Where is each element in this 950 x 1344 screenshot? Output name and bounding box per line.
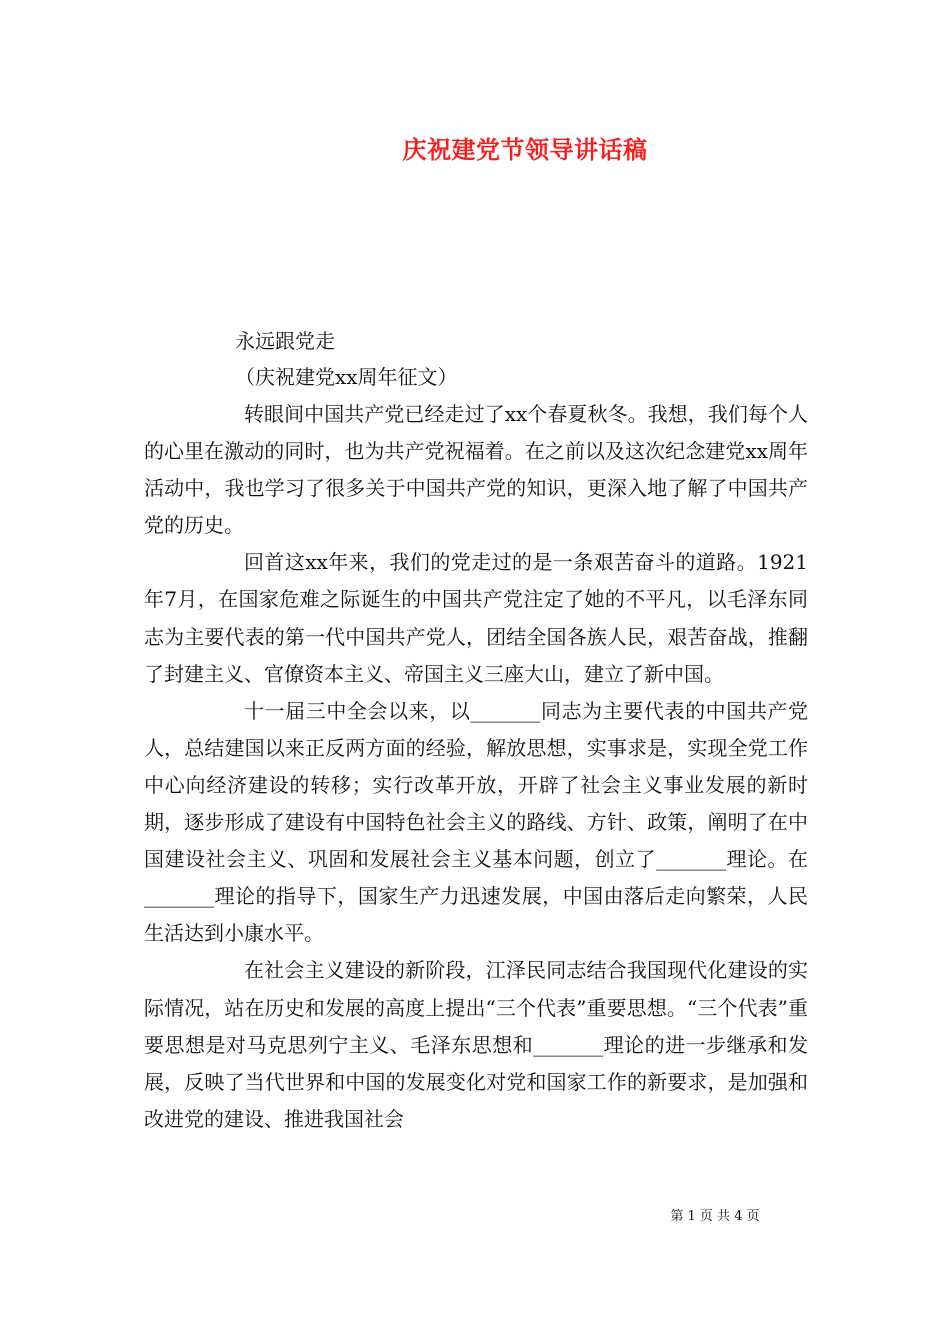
page-indicator: 第 1 页 共 4 页 bbox=[670, 1209, 760, 1224]
paragraph-2: 回首这xx年来，我们的党走过的是一条艰苦奋斗的道路。1921年7月，在国家危难之际诞生的中国共产党注定了她的不平凡，以毛泽东同志为主要代表的第一代中国共产党人，团结全国各族人民，艰苦奋战，推翻了封建主义、官僚资本主义、帝国主义三座大山，建立了新中国。 bbox=[144, 550, 808, 686]
document-title: 庆祝建党节领导讲话稿 bbox=[402, 135, 648, 164]
essay-subheading: （庆祝建党xx周年征文） bbox=[235, 365, 458, 389]
paragraph-1: 转眼间中国共产党已经走过了xx个春夏秋冬。我想，我们每个人的心里在激动的同时，也为共产党祝福着。在之前以及这次纪念建党xx周年活动中，我也学习了很多关于中国共产党的知识，更深入地了解了中国共产党的历史。 bbox=[144, 402, 808, 538]
paragraph-3: 十一届三中全会以来，以_______同志为主要代表的中国共产党人，总结建国以来正反两方面的经验，解放思想，实事求是，实现全党工作中心向经济建设的转移；实行改革开放，开辟了社会主义事业发展的新时期，逐步形成了建设有中国特色社会主义的路线、方针、政策，阐明了在中国建设社会主义、巩固和发展社会主义基本问题，创立了_______理论。在_______理论的指导下，国家生产力迅速发展，中国由落后走向繁荣，人民生活达到小康水平。 bbox=[144, 698, 808, 946]
paragraph-4: 在社会主义建设的新阶段，江泽民同志结合我国现代化建设的实际情况，站在历史和发展的高度上提出“三个代表”重要思想。“三个代表”重要思想是对马克思列宁主义、毛泽东思想和_______理论的进一步继承和发展，反映了当代世界和中国的发展变化对党和国家工作的新要求，是加强和改进党的建设、推进我国社会 bbox=[144, 958, 808, 1131]
document-body bbox=[144, 396, 808, 1138]
essay-heading: 永远跟党走 bbox=[235, 329, 335, 353]
